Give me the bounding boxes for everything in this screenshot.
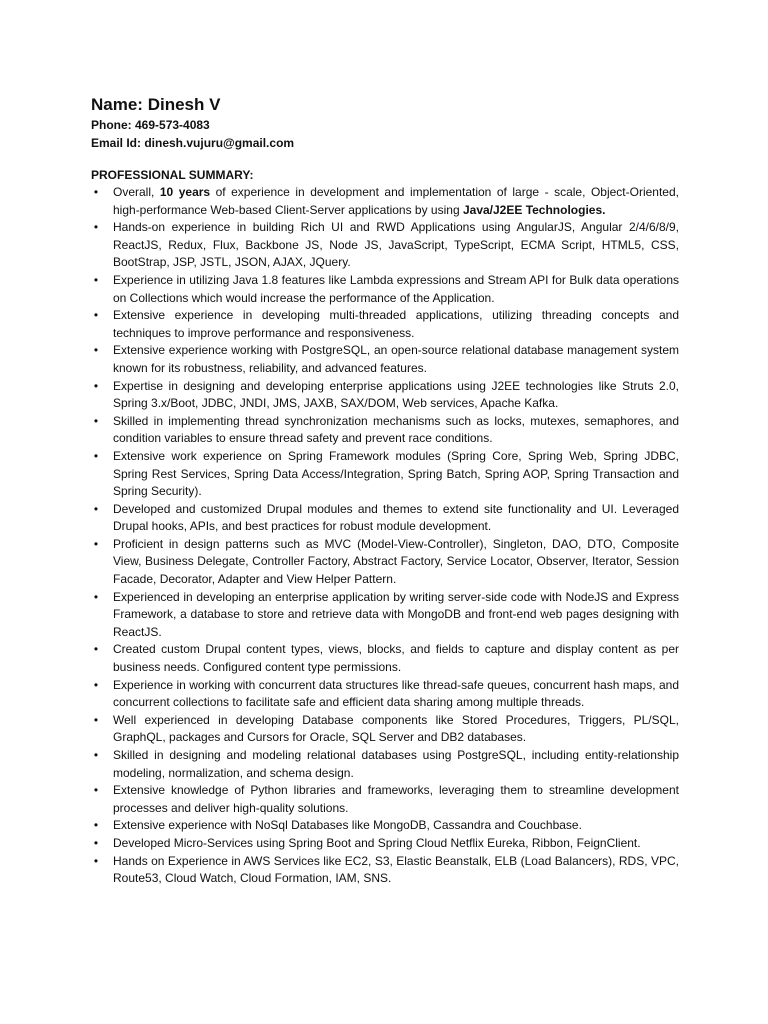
bullet-icon: • [93, 783, 99, 798]
summary-bullet [91, 413, 679, 448]
bullet-text: Developed and customized Drupal modules and themes to extend site functionality and UI. Leveraged Drupal hooks, APIs, and best practices for robust module development. [113, 501, 679, 534]
bullet-text: Developed Micro-Services using Spring Boot and Spring Cloud Netflix Eureka, Ribbon, FeignClient. [113, 835, 641, 850]
email-address: dinesh.vujuru@gmail.com [144, 136, 295, 150]
summary-bullet [91, 641, 679, 676]
bullet-icon: • [93, 272, 99, 287]
bullet-text: Skilled in designing and modeling relational databases using PostgreSQL, including entity-relationship modeling, normalization, and schema design. [113, 748, 679, 780]
bullet-icon: • [93, 835, 99, 850]
bullet-text: Skilled in implementing thread synchronization mechanisms such as locks, mutexes, semaphores, and condition variables to ensure thread safety and prevent race conditions. [113, 413, 679, 446]
bullet-icon: • [93, 308, 99, 323]
bullet-icon: • [93, 501, 99, 516]
bullet-text: Extensive experience in developing multi-threaded applications, utilizing threading concepts and techniques to improve performance and responsiveness. [113, 308, 679, 340]
summary-bullet [91, 747, 679, 782]
bullet-icon: • [93, 589, 99, 604]
phone-line: Phone: 469-573-4083 [91, 118, 210, 132]
bullet-icon: • [93, 853, 99, 868]
bullet-text: Created custom Drupal content types, views, blocks, and fields to capture and display content as per business needs. Configured content type permissions. [113, 642, 679, 675]
summary-bullet [91, 448, 679, 501]
bullet-icon: • [93, 378, 99, 393]
bullet-icon: • [93, 185, 99, 199]
bullet-icon: • [93, 220, 99, 235]
summary-bullet [91, 219, 679, 272]
bullet-text: Hands on Experience in AWS Services like EC2, S3, Elastic Beanstalk, ELB (Load Balancers), RDS, VPC, Route53, Cloud Watch, Cloud Formation, IAM, SNS. [113, 853, 679, 886]
bullet-text: Extensive experience with NoSql Databases like MongoDB, Cassandra and Couchbase. [113, 818, 582, 833]
professional-summary-section [91, 166, 679, 888]
summary-bullet [91, 817, 679, 835]
summary-bullet [91, 589, 679, 642]
bullet-text: Expertise in designing and developing enterprise applications using J2EE technologies like Struts 2.0, Spring 3.x/Boot, JDBC, JNDI, JMS, JAXB, SAX/DOM, Web services, Apache Kafka. [113, 378, 679, 411]
bullet-text: Experience in utilizing Java 1.8 features like Lambda expressions and Stream API for Bulk data operations on Collections which would increase the performance of the Application. [113, 272, 679, 305]
summary-bullet-list [91, 184, 679, 888]
summary-bullet [91, 307, 679, 342]
bullet-icon: • [93, 642, 99, 657]
summary-bullet [91, 342, 679, 377]
summary-bullet [91, 853, 679, 888]
bullet-icon: • [93, 677, 99, 692]
bullet-text: Well experienced in developing Database components like Stored Procedures, Triggers, PL/SQL, GraphQL, packages and Cursors for Oracle, SQL Server and DB2 databases. [113, 712, 679, 745]
section-title: PROFESSIONAL SUMMARY: [91, 168, 254, 182]
bullet-icon: • [93, 536, 99, 551]
summary-bullet [91, 835, 679, 853]
bullet-icon: • [93, 343, 99, 358]
bullet-icon: • [93, 748, 99, 762]
summary-bullet [91, 378, 679, 413]
summary-bullet: • Overall, 10 years of experience in development and implementation of large - scale, Object-Oriented, high-performance Web-based Client-Server applications by using Java/J2EE Technologies. [91, 184, 679, 219]
summary-bullet [91, 782, 679, 817]
bullet-text: Experience in working with concurrent data structures like thread-safe queues, concurrent hash maps, and concurrent collections to facilitate safe and efficient data sharing among multiple threads. [113, 677, 679, 710]
bullet-text: Proficient in design patterns such as MVC (Model-View-Controller), Singleton, DAO, DTO, Composite View, Business Delegate, Controller Factory, Abstract Factory, Service Locator, Observer, Iterator, Session Facade, Decorator, Adapter and View Helper Pattern. [113, 536, 679, 587]
summary-bullet [91, 501, 679, 536]
bullet-icon: • [93, 818, 99, 833]
bullet-icon: • [93, 448, 99, 463]
candidate-name: Name: Dinesh V [91, 95, 221, 114]
resume-header [91, 94, 691, 152]
summary-bullet [91, 272, 679, 307]
bullet-text: Extensive experience working with PostgreSQL, an open-source relational database management system known for its robustness, reliability, and advanced features. [113, 343, 679, 375]
summary-bullet [91, 536, 679, 589]
bullet-icon: • [93, 712, 99, 727]
bullet-text: Extensive knowledge of Python libraries and frameworks, leveraging them to streamline development processes and deliver high-quality solutions. [113, 783, 679, 815]
email-line: Email Id: dinesh.vujuru@gmail.com [91, 136, 295, 150]
bullet-text: Hands-on experience in building Rich UI and RWD Applications using AngularJS, Angular 2/4/6/8/9, ReactJS, Redux, Flux, Backbone JS, Node JS, JavaScript, TypeScript, ECMA Script, HTML5, CSS, BootStrap, JSP, JSTL, JSON, AJAX, JQuery. [113, 220, 679, 270]
bullet-text: Experienced in developing an enterprise application by writing server-side code with NodeJS and Express Framework, a database to store and retrieve data with MongoDB and front-end web pages designing with ReactJS. [113, 589, 679, 639]
summary-bullet [91, 677, 679, 712]
bullet-icon: • [93, 413, 99, 428]
summary-bullet [91, 712, 679, 747]
bullet-text: Extensive work experience on Spring Framework modules (Spring Core, Spring Web, Spring JDBC, Spring Rest Services, Spring Data Access/Integration, Spring Batch, Spring AOP, Spring Transaction and Spring Security). [113, 448, 679, 499]
